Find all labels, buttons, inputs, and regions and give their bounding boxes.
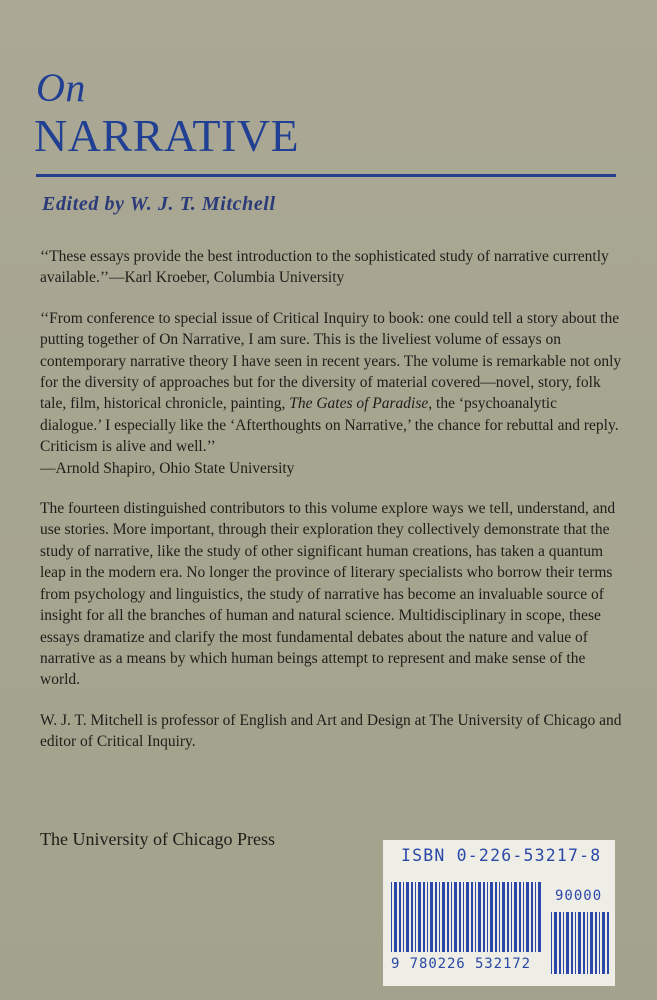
barcode-bar (490, 882, 493, 952)
barcode-bar (535, 882, 536, 952)
book-title: NARRATIVE (34, 110, 300, 161)
barcode-bar (466, 882, 469, 952)
barcode-bar (599, 912, 600, 974)
barcode-bar (430, 882, 433, 952)
barcode-bar (507, 882, 509, 952)
barcode-bar (439, 882, 440, 952)
quote-shapiro-attribution: —Arnold Shapiro, Ohio State University (40, 459, 295, 477)
barcode-bar (415, 882, 416, 952)
barcode-bar (563, 912, 564, 974)
price-addon-number: 90000 (555, 888, 603, 904)
isbn-number: ISBN 0-226-53217-8 (401, 846, 602, 865)
barcode-bar (483, 882, 485, 952)
barcode-bar (554, 912, 557, 974)
barcode-bar (403, 882, 404, 952)
editor-bio: W. J. T. Mitchell is professor of English and Art and Design at The University of Chicago and editor of Critical Inquiry. (40, 711, 622, 751)
barcode-bar (475, 882, 476, 952)
barcode-bar (423, 882, 425, 952)
barcode-bar (435, 882, 437, 952)
barcode-bar (463, 882, 464, 952)
title-rule (36, 174, 616, 177)
quote-kroeber: ‘‘These essays provide the best introduction to the sophisticated study of narrative currently available.’’—Karl Kroeber, Columbia University (40, 248, 609, 287)
barcode-bar (427, 882, 428, 952)
barcode-bar (559, 912, 561, 974)
addon-barcode (551, 912, 609, 974)
publisher-imprint: The University of Chicago Press (40, 829, 275, 849)
barcode-bar (499, 882, 500, 952)
ean-barcode (391, 882, 541, 952)
barcode-bar (583, 912, 585, 974)
barcode-bar (451, 882, 452, 952)
quote-shapiro-italic-title: The Gates of Paradise, (289, 395, 433, 413)
barcode-bar (523, 882, 524, 952)
barcode-bar (487, 882, 488, 952)
barcode-bar (514, 882, 517, 952)
book-description: The fourteen distinguished contributors to this volume explore ways we tell, understand, and use stories. More important, through their exploration they collectively demonstrate that the study of narrative, like the study of other significant human creations, has taken a quantum leap in the modern era. No longer the province of literary specialists who borrow their terms from psychology and linguistics, the study of narrative has become an invaluable source of insight for all the branches of human and natural science. Multidisciplinary in scope, these essays dramatize and clarify the most fundamental debates about the nature and value of narrative as a means by which human beings attempt to represent and make sense of the world. (40, 500, 616, 689)
barcode-bar (511, 882, 512, 952)
barcode-bar (571, 912, 573, 974)
barcode-bar (531, 882, 533, 952)
barcode-bar (391, 882, 392, 952)
barcode-bar (442, 882, 445, 952)
barcode-bar (575, 912, 576, 974)
barcode-bar (538, 882, 541, 952)
barcode-bar (607, 912, 609, 974)
ean-number: 9 780226 532172 (391, 956, 531, 972)
cover-text (40, 246, 622, 772)
barcode-bar (566, 912, 569, 974)
barcode-label (383, 840, 615, 986)
barcode-bar (526, 882, 529, 952)
quote-shapiro-text-2: the ‘psychoanalytic dialogue.’ I especially like the ‘Afterthoughts on Narrative,’ the chance for rebuttal and reply. Criticism is alive and well.’’ (40, 395, 619, 456)
barcode-bar (502, 882, 505, 952)
barcode-bar (495, 882, 497, 952)
barcode-bar (595, 912, 597, 974)
barcode-bar (551, 912, 552, 974)
barcode-bar (454, 882, 457, 952)
quote-shapiro-text-1: ‘‘From conference to special issue of Critical Inquiry to book: one could tell a story about the putting together of On Narrative, I am sure. This is the liveliest volume of essays on contemporary narrative theory I have seen in recent years. The volume is remarkable not only for the diversity of approaches but for the diversity of material covered—novel, story, folk tale, film, historical chronicle, painting, (40, 309, 622, 413)
barcode-bar (399, 882, 401, 952)
title-prefix: On (36, 65, 86, 110)
barcode-bar (602, 912, 605, 974)
barcode-bar (519, 882, 521, 952)
barcode-bar (447, 882, 449, 952)
barcode-bar (459, 882, 461, 952)
barcode-bar (590, 912, 593, 974)
quote-shapiro (40, 308, 622, 479)
barcode-bar (578, 912, 581, 974)
barcode-bar (394, 882, 397, 952)
barcode-bar (587, 912, 588, 974)
barcode-bar (471, 882, 473, 952)
barcode-bar (418, 882, 421, 952)
editor-credit: Edited by W. J. T. Mitchell (42, 193, 276, 215)
barcode-bar (478, 882, 481, 952)
barcode-bar (406, 882, 409, 952)
barcode-bar (411, 882, 413, 952)
